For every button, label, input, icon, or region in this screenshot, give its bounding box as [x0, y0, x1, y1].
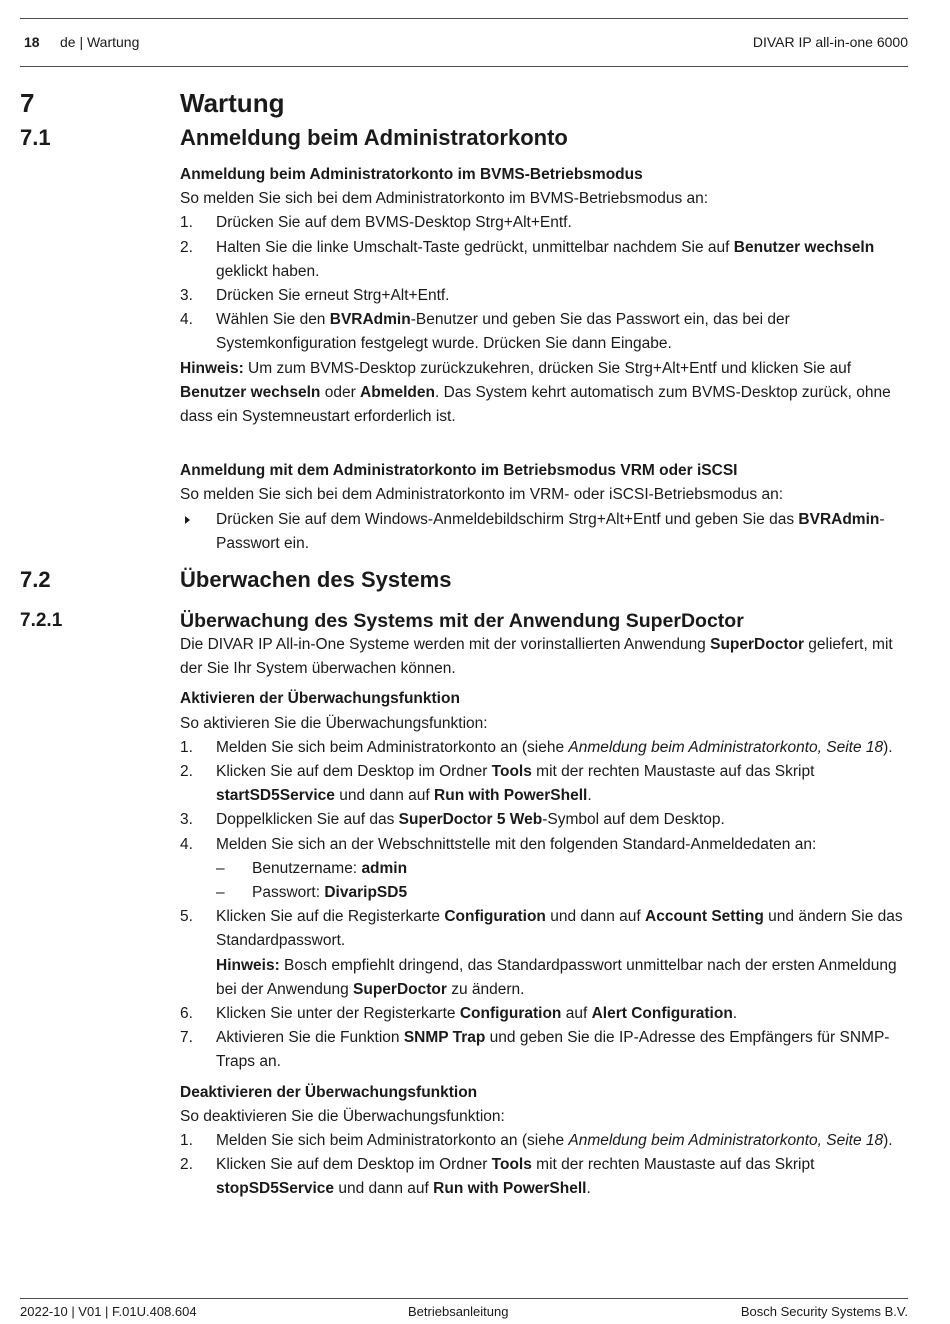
list-item: 5. Klicken Sie auf die Registerkarte Configuration und dann auf Account Setting und ändern Sie das Standardpasswort. Hinweis: Bosch empfiehlt dringend, das Standardpasswort unmittelbar nach der ersten Anmeldung bei der Anwendung SuperDoctor zu ändern. [180, 908, 903, 998]
list-item: 3. Drücken Sie erneut Strg+Alt+Entf. [180, 287, 450, 305]
section-title-7-1: Anmeldung beim Administratorkonto [180, 125, 568, 150]
section-title-7-2: Überwachen des Systems [180, 567, 452, 592]
list-item: 2. Halten Sie die linke Umschalt-Taste gedrückt, unmittelbar nachdem Sie auf Benutzer wechseln geklickt haben. [180, 238, 875, 280]
activate-steps [180, 736, 910, 1075]
list-item: 4. Wählen Sie den BVRAdmin-Benutzer und geben Sie das Passwort ein, das bei der Systemkonfiguration festgelegt wurde. Drücken Sie dann Eingabe. [180, 311, 790, 353]
deactivate-steps [180, 1129, 910, 1202]
bvms-note: Hinweis: Um zum BVMS-Desktop zurückzukehren, drücken Sie Strg+Alt+Entf und klicken Sie auf Benutzer wechseln oder Abmelden. Das System kehrt automatisch zum BVMS-Desktop zurück, ohne dass ein Systemneustart erforderlich ist. [180, 359, 891, 426]
footer-doc-type: Betriebsanleitung [408, 1304, 509, 1319]
list-item: Drücken Sie auf dem Windows-Anmeldebildschirm Strg+Alt+Entf und geben Sie das BVRAdmin-Passwort ein. [180, 508, 910, 556]
header-product: DIVAR IP all-in-one 6000 [752, 34, 908, 50]
activate-intro: So aktivieren Sie die Überwachungsfunktion: [180, 714, 488, 732]
list-item: – Benutzername: admin [216, 859, 408, 877]
list-item: 2. Klicken Sie auf dem Desktop im Ordner Tools mit der rechten Maustaste auf das Skript stopSD5Service und dann auf Run with PowerShell. [180, 1156, 815, 1198]
header-top-rule [20, 18, 908, 19]
subheading-vrm-login: Anmeldung mit dem Administratorkonto im Betriebsmodus VRM oder iSCSI [180, 462, 738, 480]
footer-doc-id: 2022-10 | V01 | F.01U.408.604 [20, 1304, 197, 1319]
subheading-bvms-login: Anmeldung beim Administratorkonto im BVMS-Betriebsmodus [180, 166, 643, 183]
subheading-activate: Aktivieren der Überwachungsfunktion [180, 690, 460, 708]
header-bottom-rule [20, 66, 908, 67]
section-7-2-1-content [180, 633, 910, 1202]
triangle-bullet-icon [185, 516, 190, 524]
superdoctor-intro: Die DIVAR IP All-in-One Systeme werden mit der vorinstallierten Anwendung SuperDoctor geliefert, mit der Sie Ihr System überwachen können. [180, 636, 893, 678]
section-number-7-2: 7.2 [20, 567, 51, 592]
subheading-deactivate: Deaktivieren der Überwachungsfunktion [180, 1083, 478, 1101]
list-item: 6. Klicken Sie unter der Registerkarte Configuration auf Alert Configuration. [180, 1005, 738, 1023]
vrm-intro: So melden Sie sich bei dem Administratorkonto im VRM- oder iSCSI-Betriebsmodus an: [180, 486, 784, 504]
section-number-7-2-1: 7.2.1 [20, 610, 63, 631]
footer-company: Bosch Security Systems B.V. [740, 1304, 908, 1319]
list-item: 4. Melden Sie sich an der Webschnittstelle mit den folgenden Standard-Anmeldedaten an: – Benutzername: admin – Passwort: DivaripSD5 [180, 833, 910, 906]
bvms-steps [180, 211, 910, 356]
credentials-list [216, 857, 910, 905]
bvms-intro: So melden Sie sich bei dem Administratorkonto im BVMS-Betriebsmodus an: [180, 190, 709, 208]
list-item: 1. Melden Sie sich beim Administratorkonto an (siehe Anmeldung beim Administratorkonto, Seite 18). [180, 738, 893, 756]
chapter-title: Wartung [180, 88, 285, 118]
list-item: 1. Melden Sie sich beim Administratorkonto an (siehe Anmeldung beim Administratorkonto, Seite 18). [180, 1132, 893, 1150]
list-item: 1. Drücken Sie auf dem BVMS-Desktop Strg+Alt+Entf. [180, 214, 572, 232]
section-title-7-2-1: Überwachung des Systems mit der Anwendung SuperDoctor [180, 610, 744, 632]
header-section: de | Wartung [60, 34, 140, 50]
vrm-steps [180, 508, 910, 556]
list-item: – Passwort: DivaripSD5 [216, 884, 408, 902]
chapter-number: 7 [20, 88, 35, 118]
list-item: 7. Aktivieren Sie die Funktion SNMP Trap und geben Sie die IP-Adresse des Empfängers für SNMP-Traps an. [180, 1029, 890, 1071]
section-number-7-1: 7.1 [20, 125, 51, 150]
list-item: 2. Klicken Sie auf dem Desktop im Ordner Tools mit der rechten Maustaste auf das Skript startSD5Service und dann auf Run with PowerShell. [180, 763, 815, 805]
deactivate-intro: So deaktivieren Sie die Überwachungsfunktion: [180, 1107, 505, 1125]
footer-rule [20, 1298, 908, 1299]
page-number: 18 [24, 34, 40, 50]
list-item: 3. Doppelklicken Sie auf das SuperDoctor 5 Web-Symbol auf dem Desktop. [180, 811, 725, 829]
section-7-1-content [180, 163, 910, 556]
